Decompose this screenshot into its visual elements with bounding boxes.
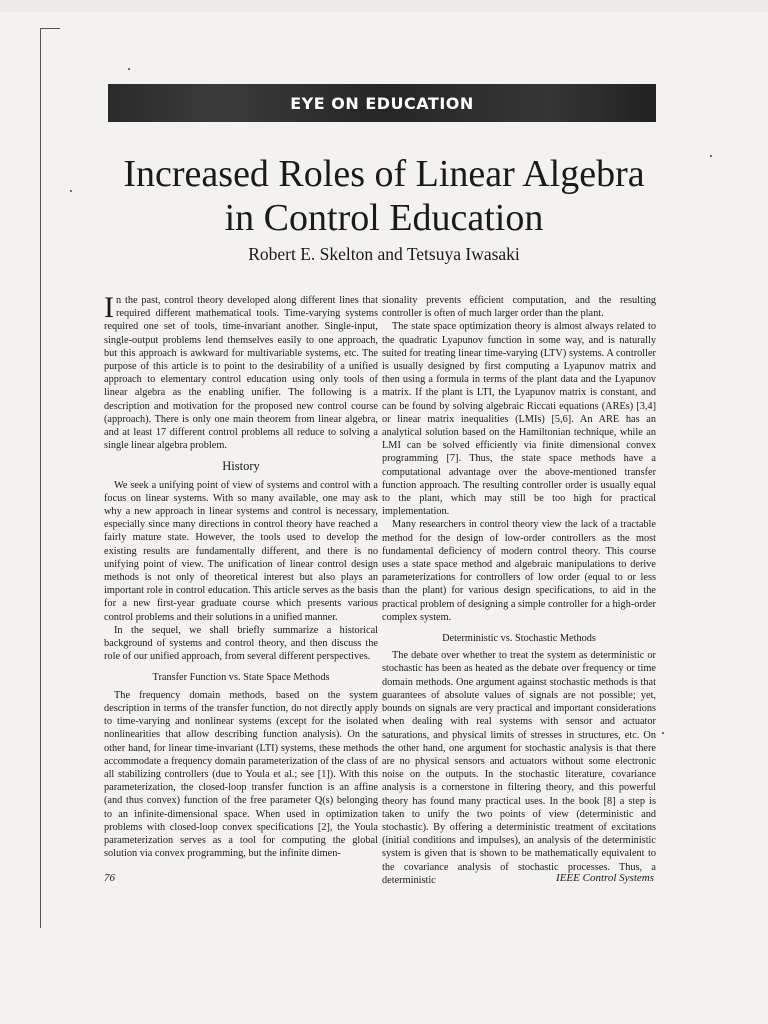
- banner-label: EYE ON EDUCATION: [290, 94, 474, 113]
- history-heading: History: [222, 459, 260, 474]
- low-order-paragraph: Many researchers in control theory view the lack of a tractable method for the design of low-order controllers as the most fundamental deficiency of modern control theory. This course uses a state space method and algebraic manipulations to derive parameterizations for controllers of low order (equal to or less than the plant) for various design specifications, to aid in the practical problem of designing a simple controller for a high-order complex system.: [382, 519, 656, 623]
- intro-text: n the past, control theory developed along different lines that required different mathematical tools. Time-varying systems required one set of tools, time-invariant another. Single-input, single-output problems lend themselves easily to one approach, but this approach is awkward for multivariable systems, etc. The purpose of this article is to point to the desirability of a unified approach to elementary control education using only tools of linear algebra as the enabling unifier. The following is a description and motivation for the proposed new control course (approach). There is only one main theorem from linear algebra, and at least 17 different control problems all reduce to solving a single linear algebra problem.: [104, 295, 378, 452]
- deterministic-stochastic-paragraph: The debate over whether to treat the system as deterministic or stochastic has been as heated as the debate over frequency or time domain methods. One argument against stochastic methods is that guarantees of absolute values of signals are not possible; yet, bounds on signals are very practical and important considerations when dealing with real systems with sensor and actuator saturations, and physical limits of stresses in structures, etc. On the other hand, one argument for stochastic analysis is that there are no physical sensors and actuators without some electronic noise on the outputs. In the stochastic literature, covariance analysis is a cornerstone in filtering theory, and this powerful theory has found many practical uses. In the book [8] a step is taken to unify the two points of view (deterministic and stochastic). By offering a deterministic treatment of excitations (initial conditions and impulses), an analysis of the deterministic system is given that is shown to be mathematically equivalent to the covariance analysis of stochastic processes. Thus, a deterministic: [382, 650, 656, 886]
- section-banner: [108, 84, 656, 122]
- continuation-paragraph: sionality prevents efficient computation, and the resulting controller is often of much larger order than the plant.: [382, 295, 656, 320]
- right-column: [382, 294, 656, 887]
- scan-speck: [70, 190, 72, 192]
- left-column: [104, 291, 378, 860]
- scan-speck: [710, 155, 712, 157]
- drop-cap: I: [104, 291, 114, 324]
- scan-speck: [662, 732, 664, 734]
- transfer-function-paragraph: The frequency domain methods, based on the system description in terms of the transfer function, do not directly apply to time-varying and nonlinear systems (except for the isolated nonlinearities that allow describing function analysis). On the other hand, for linear time-invariant (LTI) systems, these methods accommodate a frequency domain parameterization of the class of all stabilizing controllers (due to Youla et al.; see [1]). With this parameterization, the closed-loop transfer function is an affine (and thus convex) function of the free parameter Q(s) belonging to an infinite-dimensional space. When used in optimization problems with closed-loop convex specifications [2], the Youla parameterization serves as a tool for computing the global solution via convex programming, but the infinite dimen-: [104, 689, 378, 860]
- journal-name: IEEE Control Systems: [556, 872, 654, 884]
- state-space-paragraph: The state space optimization theory is almost always related to the quadratic Lyapunov function in some way, and is naturally suited for treating linear time-varying (LTV) systems. A controller is usually designed by first computing a Lyapunov matrix and then using a formula in terms of the plant data and the Lyapunov matrix. If the plant is LTI, the Lyapunov matrix is constant, and can be found by solving algebraic Riccati equations (AREs) [3,4] or linear matrix inequalities (LMIs) [5,6]. An ARE has an analytical solution based on the Hamiltonian technique, while an LMI can be solved efficiently via finite dimensional convex programming [7]. Thus, the state space methods have a computational advantage over the above-mentioned transfer function approach. The resulting controller order is usually equal to the plant, which may still be too high for practical implementation.: [382, 321, 656, 518]
- history-paragraph-2: In the sequel, we shall briefly summarize a historical background of systems and control theory, and then discuss the role of our unified approach, from several different perspectives.: [104, 624, 378, 663]
- page-number: 76: [104, 872, 115, 884]
- transfer-function-heading: Transfer Function vs. State Space Methods: [152, 672, 330, 684]
- deterministic-stochastic-heading: Deterministic vs. Stochastic Methods: [442, 633, 596, 645]
- crop-mark-vertical: [40, 28, 41, 928]
- intro-paragraph: [104, 291, 378, 452]
- scan-speck: [128, 68, 130, 70]
- title-line-1: Increased Roles of Linear Algebra: [123, 153, 645, 195]
- title-line-2: in Control Education: [224, 197, 544, 239]
- scan-edge: [0, 0, 768, 12]
- article-authors: Robert E. Skelton and Tetsuya Iwasaki: [248, 244, 520, 264]
- history-paragraph-1: We seek a unifying point of view of systems and control with a focus on linear systems. With so many available, one may ask why a new approach in linear systems and control is necessary, especially since many directions in control theory have reached a fairly mature state. However, the tools used to develop the existing results are fundamentally different, and there is no unifying point of view. The unification of linear control design methods is not only of theoretical interest but also plays an important role in control education. This article serves as the basis for a new first-year graduate course which presents various control problems and their solutions in a unified manner.: [104, 479, 378, 623]
- article-title: [100, 152, 668, 240]
- crop-mark-horizontal: [40, 28, 60, 29]
